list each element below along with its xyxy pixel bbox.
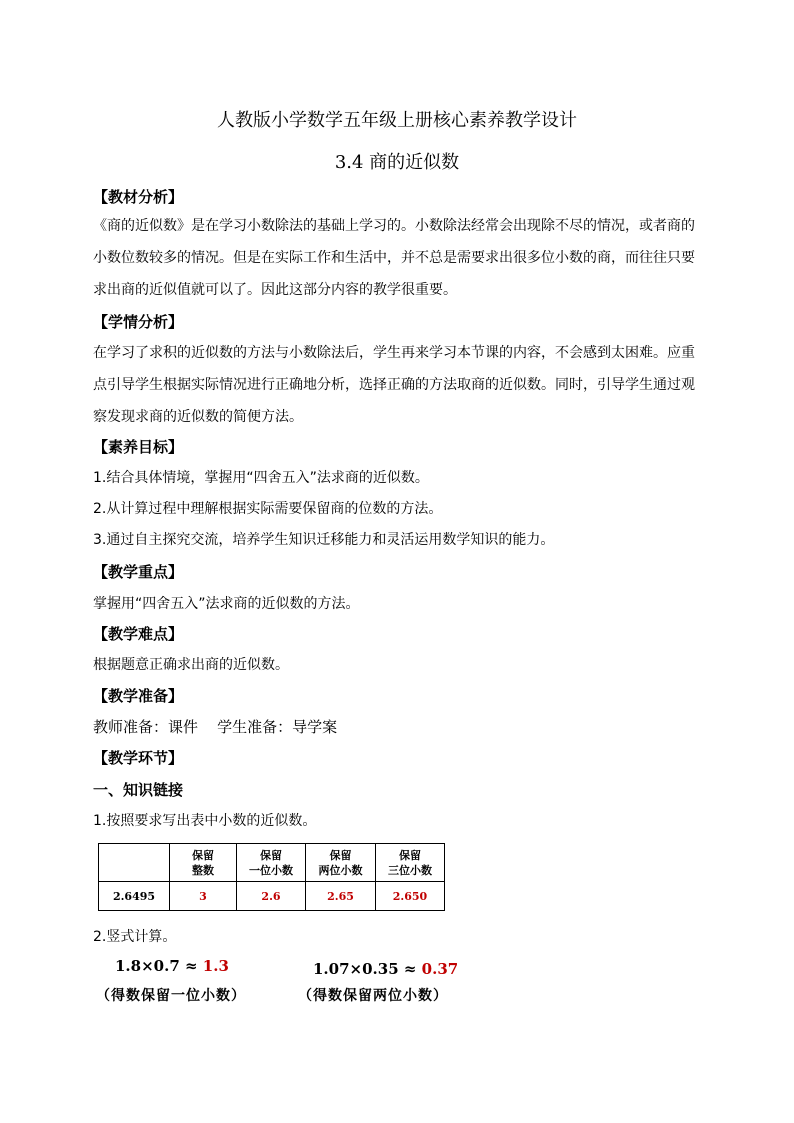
goals-heading: 【素养目标】	[93, 438, 184, 456]
table-answer-cell: 3	[170, 882, 237, 911]
calculation-1-note: （得数保留一位小数）	[96, 988, 246, 1004]
paragraph-line: 《商的近似数》是在学习小数除法的基础上学习的。小数除法经常会出现除不尽的情况，或者商的	[93, 218, 695, 234]
difficulties-heading: 【教学难点】	[93, 625, 184, 643]
table-row	[99, 882, 445, 911]
calculation-2-note: （得数保留两位小数）	[298, 988, 448, 1004]
table-number-cell: 2.6495	[99, 882, 170, 911]
student-analysis-heading: 【学情分析】	[93, 313, 184, 331]
document-title: 人教版小学数学五年级上册核心素养教学设计	[217, 110, 577, 131]
difficulties-text: 根据题意正确求出商的近似数。	[93, 657, 289, 673]
table-header-cell: 保留 两位小数	[306, 844, 376, 882]
knowledge-link-heading: 一、知识链接	[93, 781, 184, 799]
table-header-cell: 保留 整数	[170, 844, 237, 882]
key-points-text: 掌握用“四舍五入”法求商的近似数的方法。	[93, 596, 360, 612]
goal-item: 3.通过自主探究交流，培养学生知识迁移能力和灵活运用数学知识的能力。	[93, 532, 555, 548]
question-1: 1.按照要求写出表中小数的近似数。	[93, 813, 317, 829]
table-header-row	[99, 844, 445, 882]
table-header-cell: 保留 三位小数	[376, 844, 445, 882]
table-answer-cell: 2.6	[237, 882, 306, 911]
table-corner-cell	[99, 844, 170, 882]
calculation-1	[115, 957, 229, 975]
table-header-cell: 保留 一位小数	[237, 844, 306, 882]
textbook-analysis-paragraph	[93, 210, 705, 306]
textbook-analysis-heading: 【教材分析】	[93, 188, 184, 206]
key-points-heading: 【教学重点】	[93, 563, 184, 581]
calculation-answer: 0.37	[421, 960, 459, 978]
table-answer-cell: 2.65	[306, 882, 376, 911]
calculation-2	[313, 960, 458, 978]
student-analysis-paragraph	[93, 337, 705, 433]
question-2: 2.竖式计算。	[93, 929, 177, 945]
paragraph-line: 点引导学生根据实际情况进行正确地分析，选择正确的方法取商的近似数。同时，引导学生通过观	[93, 377, 695, 393]
preparation-text: 教师准备：课件 学生准备：导学案	[93, 718, 338, 736]
paragraph-line: 在学习了求积的近似数的方法与小数除法后，学生再来学习本节课的内容，不会感到太困难。应重	[93, 345, 695, 361]
table-answer-cell: 2.650	[376, 882, 445, 911]
paragraph-line: 察发现求商的近似数的简便方法。	[93, 409, 303, 425]
calculation-answer: 1.3	[202, 957, 229, 975]
calculation-expression: 1.8×0.7 ≈	[115, 957, 198, 975]
goal-item: 2.从计算过程中理解根据实际需要保留商的位数的方法。	[93, 501, 443, 517]
calculation-expression: 1.07×0.35 ≈	[313, 960, 417, 978]
paragraph-line: 小数位数较多的情况。但是在实际工作和生活中，并不总是需要求出很多位小数的商，而往往只要	[93, 250, 695, 266]
paragraph-line: 求出商的近似值就可以了。因此这部分内容的教学很重要。	[93, 282, 457, 298]
approximation-table	[98, 843, 445, 911]
preparation-heading: 【教学准备】	[93, 687, 184, 705]
teaching-steps-heading: 【教学环节】	[93, 749, 184, 767]
document-subtitle: 3.4 商的近似数	[334, 152, 460, 173]
goal-item: 1.结合具体情境，掌握用“四舍五入”法求商的近似数。	[93, 470, 429, 486]
